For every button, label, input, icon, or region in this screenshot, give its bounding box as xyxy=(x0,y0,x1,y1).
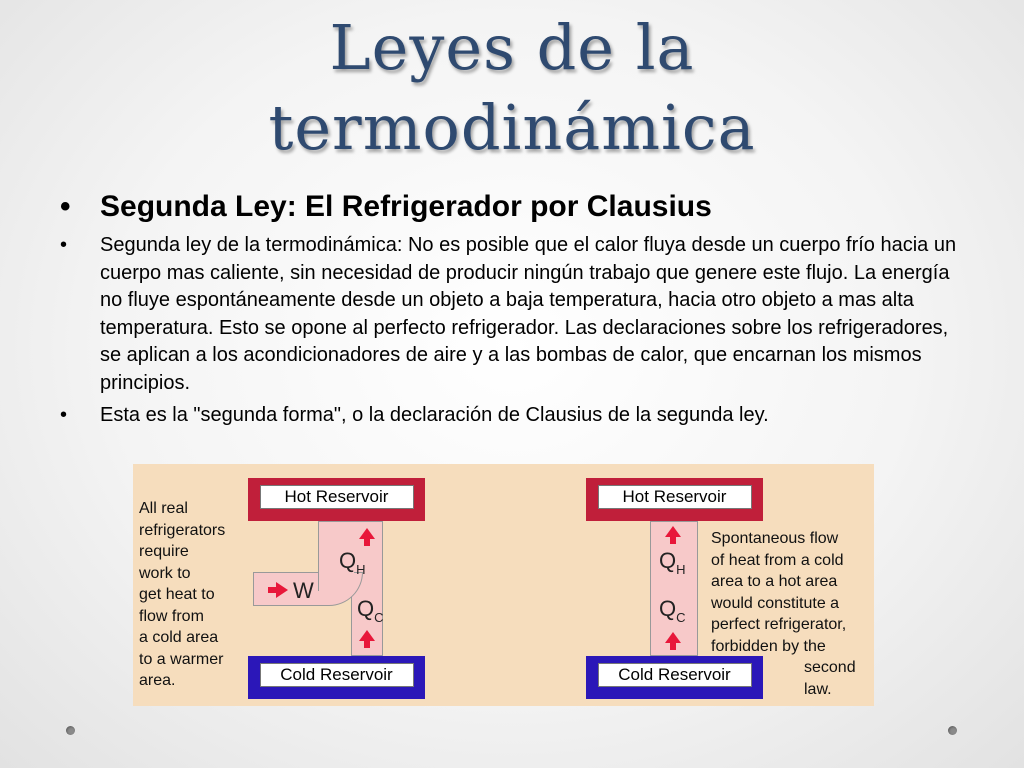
right-qh-label: $Q_H$ xyxy=(659,548,686,577)
bullet-symbol: • xyxy=(60,404,68,426)
hot-reservoir-label: Hot Reservoir xyxy=(598,485,752,509)
right-hot-reservoir xyxy=(586,478,763,521)
left-hot-reservoir xyxy=(248,478,425,521)
bullet-symbol: • xyxy=(60,190,71,223)
slide-title xyxy=(0,8,1024,168)
left-caption: All real refrigerators require work to get heat to flow from a cold area to a warmer area. xyxy=(139,500,226,689)
right-arrow-qc xyxy=(665,632,681,643)
right-arrow-qh xyxy=(665,526,681,537)
refrigerator-figure xyxy=(133,464,874,706)
bullet-symbol: • xyxy=(60,234,68,256)
right-caption-tail: second law. xyxy=(804,659,856,698)
bullet-clausius xyxy=(60,402,960,430)
bullet-list xyxy=(60,188,960,435)
work-label: W xyxy=(293,578,314,603)
bullet-text: Segunda Ley: El Refrigerador por Clausius xyxy=(100,190,712,223)
title-line-1: Leyes de la xyxy=(329,11,695,84)
hot-reservoir-label: Hot Reservoir xyxy=(260,485,414,509)
bullet-description xyxy=(60,232,960,397)
right-qc-label: $Q_C$ xyxy=(659,596,686,625)
title-line-2: termodinámica xyxy=(268,91,756,164)
right-cold-reservoir xyxy=(586,656,763,699)
right-pin-dot xyxy=(948,726,957,735)
left-qc-label: $Q_C$ xyxy=(357,596,384,625)
left-arrow-qh xyxy=(359,528,375,539)
left-arrow-qc xyxy=(359,630,375,641)
bullet-text: Segunda ley de la termodinámica: No es posible que el calor fluya desde un cuerpo frío hacia un cuerpo mas caliente, sin necesidad de producir ningún trabajo que genere este flujo. La energía no fluye espontáneamente desde un objeto a baja temperatura, hacia otro objeto a mas alta temperatura. Esto se opone al perfecto refrigerador. Las declaraciones sobre los refrigeradores, se aplican a los acondicionadores de aire y a las bombas de calor, que encarnan los mismos principios. xyxy=(100,234,957,394)
left-qh-label: $Q_H$ xyxy=(339,548,366,577)
bullet-text: Esta es la "segunda forma", o la declaración de Clausius de la segunda ley. xyxy=(100,404,769,426)
work-arrow xyxy=(276,582,288,598)
cold-reservoir-label: Cold Reservoir xyxy=(260,663,414,687)
cold-reservoir-label: Cold Reservoir xyxy=(598,663,752,687)
left-pin-dot xyxy=(66,726,75,735)
bullet-heading xyxy=(60,188,960,226)
right-caption: Spontaneous flow of heat from a cold area to a hot area would constitute a perfect refrigerator, forbidden by the xyxy=(711,530,847,655)
left-cold-reservoir xyxy=(248,656,425,699)
